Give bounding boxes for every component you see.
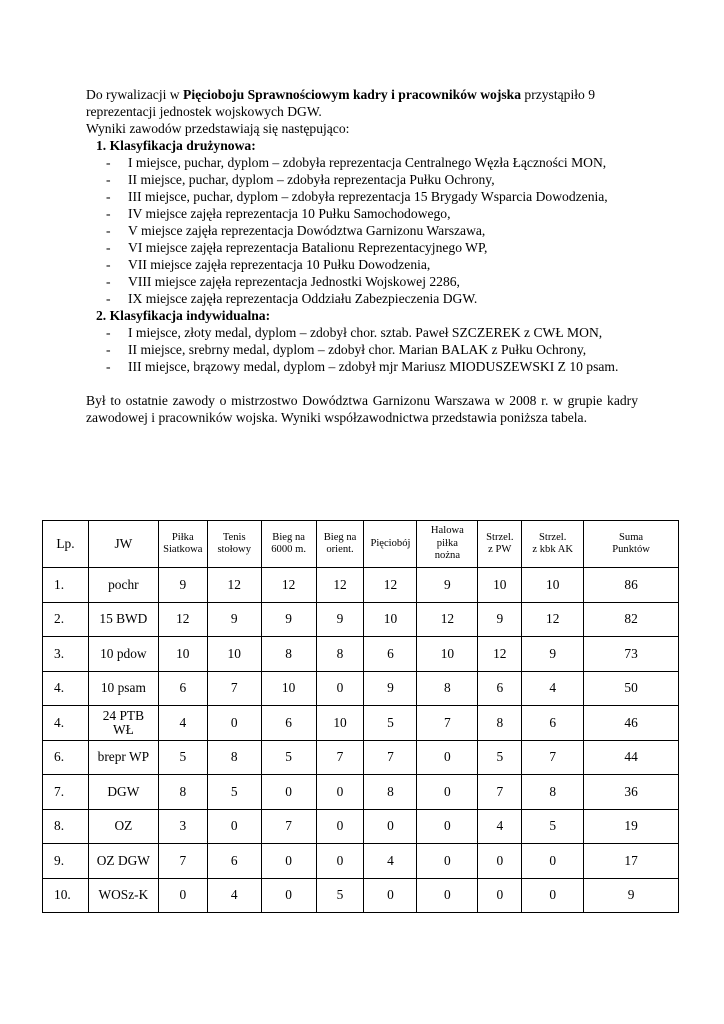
cell-score: 4 xyxy=(522,671,584,706)
cell-score: 0 xyxy=(158,878,207,913)
cell-sum: 46 xyxy=(584,706,679,741)
cell-score: 0 xyxy=(261,878,316,913)
cell-score: 6 xyxy=(158,671,207,706)
cell-unit xyxy=(88,706,158,741)
cell-score: 7 xyxy=(364,740,417,775)
cell-score: 5 xyxy=(207,775,261,810)
cell-score: 12 xyxy=(522,602,584,637)
cell-score: 10 xyxy=(158,637,207,672)
table-row xyxy=(43,878,679,913)
individual-classification-list xyxy=(86,324,638,375)
cell-score: 7 xyxy=(158,844,207,879)
cell-score: 9 xyxy=(261,602,316,637)
cell-score: 4 xyxy=(158,706,207,741)
cell-score: 8 xyxy=(207,740,261,775)
cell-score: 8 xyxy=(478,706,522,741)
cell-score: 0 xyxy=(478,844,522,879)
intro-prefix: Do rywalizacji w xyxy=(86,87,184,102)
cell-sum: 19 xyxy=(584,809,679,844)
column-header xyxy=(207,521,261,568)
cell-unit xyxy=(88,740,158,775)
cell-score: 0 xyxy=(207,809,261,844)
cell-score: 6 xyxy=(364,637,417,672)
cell-score: 8 xyxy=(417,671,478,706)
results-table xyxy=(42,520,679,913)
cell-score: 12 xyxy=(478,637,522,672)
cell-text: Bieg na xyxy=(323,531,357,543)
cell-text: Pięciobój xyxy=(370,537,411,549)
cell-text: OZ DGW xyxy=(96,852,150,868)
cell-score: 0 xyxy=(417,878,478,913)
cell-score: 0 xyxy=(522,844,584,879)
cell-score: 9 xyxy=(158,568,207,603)
column-header xyxy=(316,521,364,568)
cell-score: 10 xyxy=(522,568,584,603)
cell-score: 6 xyxy=(478,671,522,706)
cell-score: 7 xyxy=(417,706,478,741)
individual-classification-heading: 2. Klasyfikacja indywidualna: xyxy=(96,308,271,323)
cell-text: 24 PTB xyxy=(102,707,145,723)
column-header xyxy=(584,521,679,568)
cell-text: z PW xyxy=(488,544,512,555)
cell-score: 12 xyxy=(158,602,207,637)
cell-unit xyxy=(88,602,158,637)
cell-score: 7 xyxy=(478,775,522,810)
cell-text: nożna xyxy=(434,550,461,562)
cell-score: 0 xyxy=(478,878,522,913)
cell-score: 8 xyxy=(158,775,207,810)
cell-score: 0 xyxy=(261,775,316,810)
intro-paragraph xyxy=(86,86,638,120)
cell-score: 9 xyxy=(522,637,584,672)
cell-score: 0 xyxy=(316,809,364,844)
column-header xyxy=(522,521,584,568)
cell-text: DGW xyxy=(107,783,140,799)
list-item: - VIII miejsce zajęła reprezentacja Jednostki Wojskowej 2286, xyxy=(128,273,638,290)
cell-score: 10 xyxy=(417,637,478,672)
column-header xyxy=(158,521,207,568)
table-row xyxy=(43,740,679,775)
cell-score: 9 xyxy=(316,602,364,637)
column-header xyxy=(261,521,316,568)
cell-score: 0 xyxy=(316,775,364,810)
cell-lp: 1. xyxy=(43,568,89,603)
cell-score: 8 xyxy=(261,637,316,672)
list-item: - IX miejsce zajęła reprezentacja Oddziału Zabezpieczenia DGW. xyxy=(128,290,638,307)
cell-text: pochr xyxy=(108,576,139,592)
cell-text: Strzel. xyxy=(486,531,514,543)
cell-text: Piłka xyxy=(171,531,194,543)
cell-score: 0 xyxy=(316,671,364,706)
cell-text: Lp. xyxy=(56,535,75,551)
cell-text: Suma xyxy=(619,531,644,543)
team-classification-list xyxy=(86,154,638,307)
cell-score: 4 xyxy=(364,844,417,879)
cell-unit xyxy=(88,775,158,810)
cell-score: 0 xyxy=(364,878,417,913)
cell-score: 0 xyxy=(364,809,417,844)
cell-score: 9 xyxy=(207,602,261,637)
table-body xyxy=(43,568,679,913)
list-item: - VII miejsce zajęła reprezentacja 10 Pułku Dowodzenia, xyxy=(128,256,638,273)
cell-score: 4 xyxy=(207,878,261,913)
cell-score: 10 xyxy=(364,602,417,637)
cell-lp: 9. xyxy=(43,844,89,879)
cell-score: 10 xyxy=(478,568,522,603)
cell-lp: 2. xyxy=(43,602,89,637)
cell-score: 12 xyxy=(364,568,417,603)
list-item: - VI miejsce zajęła reprezentacja Batalionu Reprezentacyjnego WP, xyxy=(128,239,638,256)
table-row xyxy=(43,844,679,879)
cell-sum: 86 xyxy=(584,568,679,603)
cell-sum: 36 xyxy=(584,775,679,810)
cell-text: Punktów xyxy=(612,544,650,555)
cell-text: OZ xyxy=(114,818,133,834)
cell-score: 0 xyxy=(417,740,478,775)
cell-score: 5 xyxy=(261,740,316,775)
cell-text: Tenis xyxy=(222,531,246,543)
cell-unit xyxy=(88,637,158,672)
cell-score: 5 xyxy=(158,740,207,775)
cell-text: piłka xyxy=(436,537,458,549)
list-item: - IV miejsce zajęła reprezentacja 10 Pułku Samochodowego, xyxy=(128,205,638,222)
cell-sum: 50 xyxy=(584,671,679,706)
cell-score: 5 xyxy=(364,706,417,741)
cell-text: stołowy xyxy=(217,544,251,555)
cell-score: 7 xyxy=(207,671,261,706)
list-item: - II miejsce, srebrny medal, dyplom – zdobył chor. Marian BALAK z Pułku Ochrony, xyxy=(128,341,638,358)
cell-score: 6 xyxy=(261,706,316,741)
cell-text: Halowa xyxy=(430,525,464,537)
cell-score: 10 xyxy=(316,706,364,741)
table-row xyxy=(43,809,679,844)
cell-score: 4 xyxy=(478,809,522,844)
cell-text: 6000 m. xyxy=(271,544,306,555)
cell-sum: 73 xyxy=(584,637,679,672)
cell-unit xyxy=(88,671,158,706)
cell-lp: 7. xyxy=(43,775,89,810)
cell-score: 10 xyxy=(261,671,316,706)
cell-score: 8 xyxy=(316,637,364,672)
cell-text: JW xyxy=(114,535,133,551)
list-item: - III miejsce, puchar, dyplom – zdobyła reprezentacja 15 Brygady Wsparcia Dowodzenia, xyxy=(128,188,638,205)
cell-text: WOSz-K xyxy=(98,887,149,903)
cell-score: 0 xyxy=(316,844,364,879)
column-header xyxy=(417,521,478,568)
cell-score: 12 xyxy=(417,602,478,637)
cell-score: 9 xyxy=(364,671,417,706)
cell-text: 10 psam xyxy=(100,680,146,696)
column-header xyxy=(88,521,158,568)
cell-score: 0 xyxy=(417,775,478,810)
table-row xyxy=(43,602,679,637)
column-header xyxy=(43,521,89,568)
table-row xyxy=(43,568,679,603)
cell-score: 3 xyxy=(158,809,207,844)
cell-lp: 6. xyxy=(43,740,89,775)
cell-lp: 3. xyxy=(43,637,89,672)
cell-score: 8 xyxy=(522,775,584,810)
closing-paragraph: Był to ostatnie zawody o mistrzostwo Dowództwa Garnizonu Warszawa w 2008 r. w grupie kadry zawodowej i pracowników wojska. Wyniki współzawodnictwa przedstawia poniższa tabela. xyxy=(86,393,638,425)
cell-score: 12 xyxy=(316,568,364,603)
cell-text: orient. xyxy=(326,544,354,555)
results-intro: Wyniki zawodów przedstawiają się następująco: xyxy=(86,121,350,136)
cell-text: WŁ xyxy=(112,721,134,737)
column-header xyxy=(364,521,417,568)
cell-sum: 17 xyxy=(584,844,679,879)
cell-score: 5 xyxy=(522,809,584,844)
table-row xyxy=(43,637,679,672)
intro-suffix: przystąpiło 9 reprezentacji jednostek wojskowych DGW. xyxy=(86,87,595,119)
cell-score: 12 xyxy=(207,568,261,603)
cell-lp: 8. xyxy=(43,809,89,844)
list-item: - II miejsce, puchar, dyplom – zdobyła reprezentacja Pułku Ochrony, xyxy=(128,171,638,188)
cell-text: 15 BWD xyxy=(99,611,148,627)
list-item: - I miejsce, puchar, dyplom – zdobyła reprezentacja Centralnego Węzła Łączności MON, xyxy=(128,154,638,171)
cell-score: 6 xyxy=(207,844,261,879)
document-body xyxy=(86,86,638,426)
cell-score: 8 xyxy=(364,775,417,810)
list-item: - III miejsce, brązowy medal, dyplom – zdobył mjr Mariusz MIODUSZEWSKI Z 10 psam. xyxy=(128,358,638,375)
cell-sum: 9 xyxy=(584,878,679,913)
cell-score: 9 xyxy=(478,602,522,637)
cell-score: 7 xyxy=(522,740,584,775)
cell-score: 5 xyxy=(316,878,364,913)
cell-text: 10 pdow xyxy=(100,645,147,661)
cell-score: 0 xyxy=(417,809,478,844)
cell-text: brepr WP xyxy=(97,749,150,765)
table-row xyxy=(43,775,679,810)
team-classification-heading: 1. Klasyfikacja drużynowa: xyxy=(96,138,256,153)
cell-unit xyxy=(88,809,158,844)
cell-sum: 44 xyxy=(584,740,679,775)
cell-text: Siatkowa xyxy=(163,544,203,555)
cell-unit xyxy=(88,878,158,913)
cell-lp: 4. xyxy=(43,706,89,741)
table-header-row xyxy=(43,521,679,568)
cell-unit xyxy=(88,844,158,879)
table-row xyxy=(43,706,679,741)
cell-score: 0 xyxy=(207,706,261,741)
list-item: - V miejsce zajęła reprezentacja Dowództwa Garnizonu Warszawa, xyxy=(128,222,638,239)
cell-score: 0 xyxy=(261,844,316,879)
cell-lp: 10. xyxy=(43,878,89,913)
cell-score: 5 xyxy=(478,740,522,775)
cell-score: 7 xyxy=(316,740,364,775)
cell-score: 9 xyxy=(417,568,478,603)
cell-sum: 82 xyxy=(584,602,679,637)
cell-unit xyxy=(88,568,158,603)
cell-text: z kbk AK xyxy=(532,544,573,555)
cell-text: Strzel. xyxy=(539,531,567,543)
list-item: - I miejsce, złoty medal, dyplom – zdobył chor. sztab. Paweł SZCZEREK z CWŁ MON, xyxy=(128,324,638,341)
cell-score: 0 xyxy=(522,878,584,913)
cell-score: 6 xyxy=(522,706,584,741)
cell-score: 10 xyxy=(207,637,261,672)
column-header xyxy=(478,521,522,568)
cell-score: 7 xyxy=(261,809,316,844)
intro-event-name: Pięcioboju Sprawnościowym kadry i pracowników wojska xyxy=(183,87,521,102)
cell-text: Bieg na xyxy=(272,531,305,543)
table-row xyxy=(43,671,679,706)
cell-lp: 4. xyxy=(43,671,89,706)
cell-score: 0 xyxy=(417,844,478,879)
cell-score: 12 xyxy=(261,568,316,603)
